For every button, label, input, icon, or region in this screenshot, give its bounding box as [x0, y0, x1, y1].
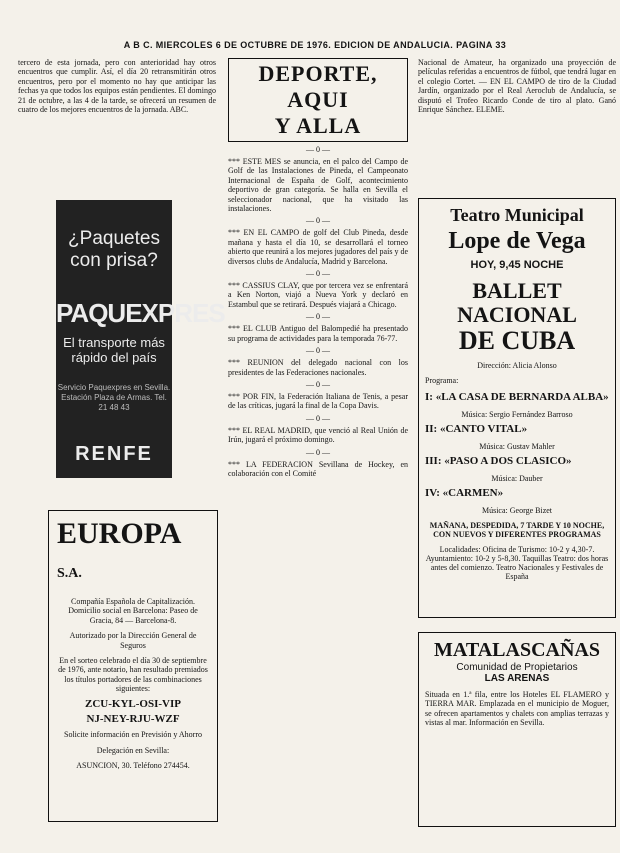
program-item: III: «PASO A DOS CLASICO»: [425, 455, 572, 467]
section-title-box: [228, 58, 408, 142]
page-header: A B C. MIERCOLES 6 DE OCTUBRE DE 1976. EDICION DE ANDALUCIA. PAGINA 33: [123, 40, 507, 50]
article-text: Nacional de Amateur, ha organizado una proyección de películas referidas a encuentros de fútbol, que tendrá lugar en el colegio Cortet. — EN EL CAMPO de tiro de la Ciudad Jardín, organizado por el Real Aeroclub de Andalucía, se disputó el Trofeo Ricardo Conde de tiro al plato. Ganó Enrique Sánchez. ELEME.: [418, 58, 616, 115]
europa-text: En el sorteo celebrado el día 30 de septiembre de 1976, ante notario, han resultado premiados los títulos portadores de las combinaciones siguientes:: [58, 656, 208, 694]
program-music: Música: Sergio Fernández Barroso: [461, 410, 573, 419]
europa-title: EUROPA S.A.: [57, 517, 180, 581]
news-item: *** EN EL CAMPO de golf del Club Pineda, desde mañana y hasta el día 10, se desarrollará el torneo abierto que reunirá a los mejores jugadores del país y de diversos clubs de Andalucía, Madrid y Barcelona.: [228, 228, 408, 266]
column-center: [228, 58, 408, 478]
teatro-ad: [418, 198, 616, 618]
teatro-director: Dirección: Alicia Alonso: [477, 361, 557, 370]
separator: — 0 —: [306, 413, 330, 423]
separator: — 0 —: [306, 346, 330, 356]
section-title: DEPORTE, AQUI: [258, 61, 378, 112]
europa-text: ASUNCION, 30. Teléfono 274454.: [76, 761, 190, 771]
separator: — 0 —: [306, 379, 330, 389]
ad-slogan: El transporte más rápido del país: [63, 335, 165, 365]
separator: — 0 —: [306, 216, 330, 226]
ad-subtitle: Comunidad de Propietarios: [456, 662, 578, 673]
teatro-show: DE CUBA: [458, 326, 576, 355]
ad-title: MATALASCAÑAS: [434, 639, 600, 661]
section-title: Y ALLA: [274, 113, 362, 138]
news-item: *** CASSIUS CLAY, que por tercera vez se enfrentará a Ken Norton, viajó a Nueva York y declaró en Estambul que se retirará. Después viajará a Chicago.: [228, 281, 408, 309]
europa-text: Compañía Española de Capitalización. Domicilio social en Barcelona: Paseo de Gracia, 84 — Barcelona-8.: [68, 597, 198, 625]
news-item: *** ESTE MES se anuncia, en el palco del Campo de Golf de las Instalaciones de Pineda, el Campeonato Internacional de España de Golf, acontecimiento deportivo de gran categoría. Se halla en Sevilla el seleccionador nacional, que ha visitado las instalaciones.: [228, 157, 408, 214]
ad-headline: ¿Paquetes con prisa?: [68, 228, 160, 271]
news-item: *** REUNION del delegado nacional con los presidentes de las Federaciones nacionales.: [228, 358, 408, 377]
program-label: Programa:: [425, 376, 459, 385]
ad-subtitle: LAS ARENAS: [484, 673, 550, 684]
program-music: Música: Gustav Mahler: [479, 442, 555, 451]
europa-codes: NJ-NEY-RJU-WZF: [86, 713, 180, 726]
europa-codes: ZCU-KYL-OSI-VIP: [85, 697, 181, 710]
teatro-tickets: Localidades: Oficina de Turismo: 10-2 y 4,30-7. Ayuntamiento: 10-2 y 5-8,30. Taquillas Teatro: dos horas antes del comienzo. Teatro Nacionales y Festivales de España: [425, 545, 609, 581]
column-right: [418, 58, 616, 114]
teatro-time: HOY, 9,45 NOCHE: [470, 259, 564, 271]
program-music: Música: Dauber: [491, 474, 543, 483]
paquexpres-ad: [56, 200, 225, 478]
column-left: [18, 58, 216, 114]
europa-text: Delegación en Sevilla:: [96, 745, 170, 755]
europa-text: Autorizado por la Dirección General de Seguros: [69, 631, 197, 650]
separator: — 0 —: [306, 447, 330, 457]
teatro-name: Teatro Municipal: [450, 205, 584, 225]
renfe-logo: RENFE: [75, 443, 153, 465]
news-item: *** POR FIN, la Federación Italiana de Tenis, a pesar de las críticas, jugará la final de la Copa Davis.: [228, 391, 408, 411]
matalascanas-ad: [418, 632, 616, 827]
news-item: *** EL REAL MADRID, que venció al Real Unión de Irún, jugará el próximo domingo.: [228, 425, 408, 445]
europa-ad: [48, 510, 218, 822]
program-item: I: «LA CASA DE BERNARDA ALBA»: [425, 391, 609, 403]
europa-text: Solicite información en Previsión y Ahorro: [64, 730, 202, 740]
news-item: *** EL CLUB Antiguo del Balompedié ha presentado su programa de actividades para la temporada 76-77.: [228, 324, 408, 343]
teatro-farewell: MAÑANA, DESPEDIDA, 7 TARDE Y 10 NOCHE, CON NUEVOS Y DIFERENTES PROGRAMAS: [429, 521, 605, 539]
ad-brand: PAQUEXPRES: [56, 298, 225, 328]
separator: — 0 —: [306, 269, 330, 279]
program-item: II: «CANTO VITAL»: [425, 423, 528, 435]
separator: — 0 —: [306, 312, 330, 322]
program-music: Música: George Bizet: [481, 506, 553, 515]
ad-body: Situada en 1.ª fila, entre los Hoteles EL FLAMERO y TIERRA MAR. Emplazada en el municipio de Moguer, se ofrecen apartamentos y chalets con amplias terrazas y vistas al mar. Información en Sevilla.: [425, 690, 609, 728]
ad-info: Servicio Paquexpres en Sevilla. Estación Plaza de Armas. Tel. 21 48 43: [57, 383, 171, 412]
news-items: [228, 145, 408, 478]
news-item: *** LA FEDERACION Sevillana de Hockey, en colaboración con el Comité: [228, 459, 408, 478]
separator: — 0 —: [306, 145, 330, 154]
teatro-show: BALLET NACIONAL: [457, 278, 577, 327]
article-continuation: tercero de esta jornada, pero con anterioridad hay otros encuentros que cumplir. Así, el día 20 retransmitirán otros encuentros, pero por el momento no hay que anticipar las fechas ya que todos los equipos están pendientes. El domingo 21 de octubre, a las 4 de la tarde, se ofrecerá un resumen de cuatro de los mejores encuentros de la jornada. ABC.: [18, 58, 216, 115]
program-item: IV: «CARMEN»: [425, 487, 504, 499]
teatro-subname: Lope de Vega: [448, 228, 586, 254]
